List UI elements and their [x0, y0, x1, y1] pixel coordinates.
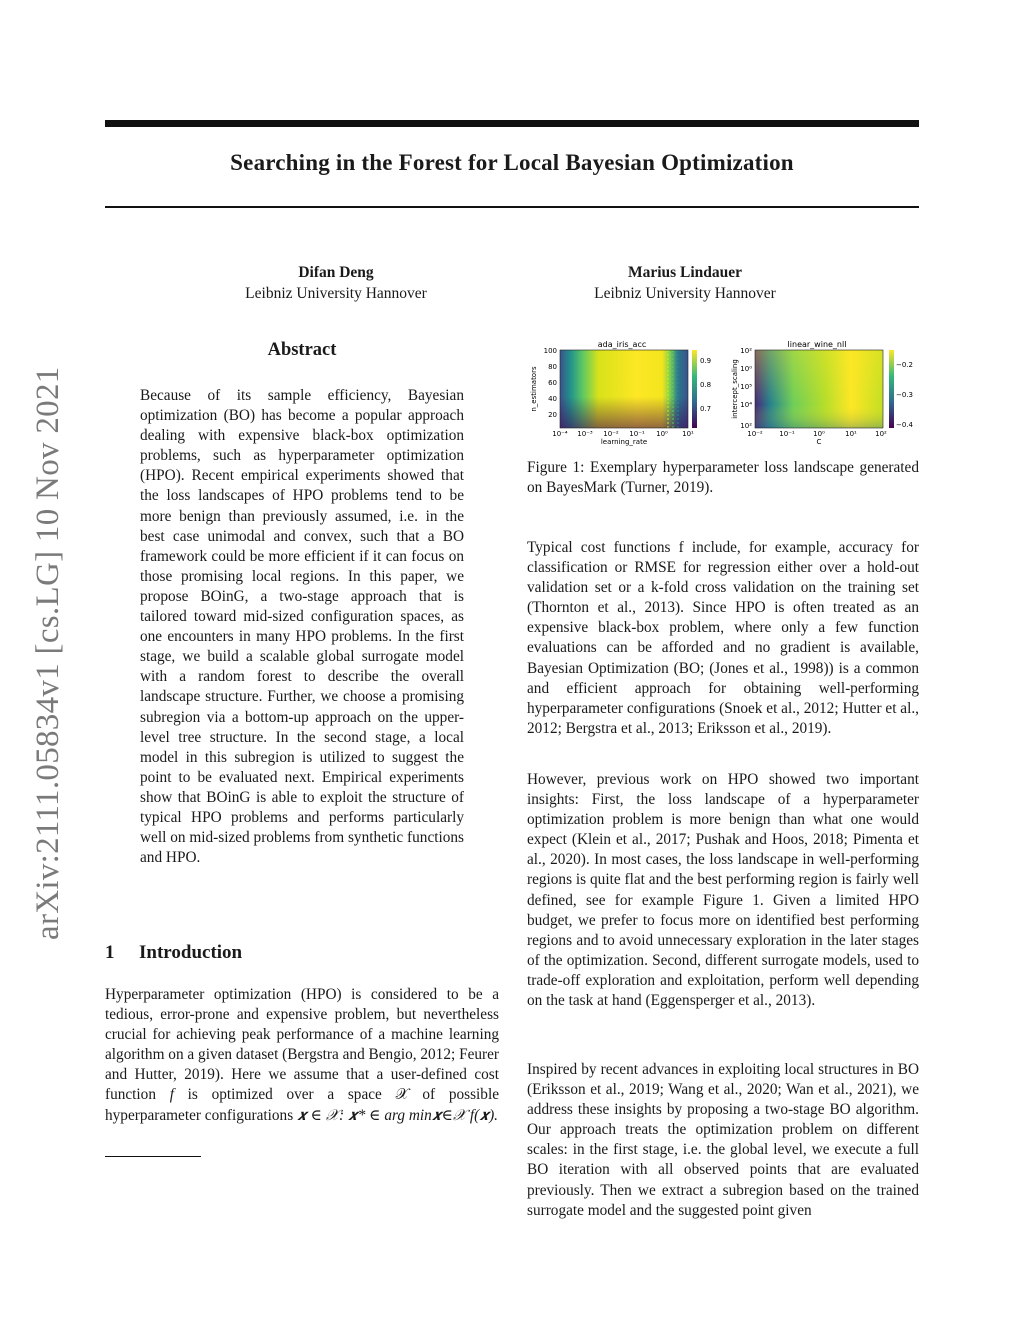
left-ytick: 20 [548, 411, 557, 419]
figure-1 [527, 338, 919, 448]
right-ylabel: intercept_scaling [731, 359, 739, 419]
left-ytick: 60 [548, 379, 557, 387]
author-affiliation: Leibniz University Hannover [245, 285, 427, 302]
left-heatmap-shade [560, 350, 688, 428]
math-expression: 𝒙 ∈ 𝒳: 𝒙* ∈ arg min𝒙∈𝒳 f(𝒙). [296, 1106, 499, 1124]
left-cbar-tick: 0.7 [700, 405, 712, 413]
paragraph-insights: However, previous work on HPO showed two important insights: First, the loss landscape of a hyperparameter optimization problem is more benign than what one would expect (Klein et al., 2017; Pushak and Hoos, 2018; Pimenta et al., 2020). In most cases, the loss landscape in well-performing regions is quite flat and the best performing region is fairly well defined, see for example Figure 1. Given a limited HPO budget, we prefer to focus more on identified best performing regions and to avoid unnecessary exploration in the later stages of the optimization. Second, different surrogate models, used to trade-off exploration and exploitation, perform well depending on the task at hand (Eggensperger et al., 2013). [527, 771, 919, 1010]
section-heading-introduction [105, 942, 242, 964]
author-1 [186, 262, 486, 304]
right-ytick: 10⁰ [740, 365, 752, 373]
paragraph-approach: Inspired by recent advances in exploiting local structures in BO (Eriksson et al., 2019; Wang et al., 2020; Wan et al., 2021), we address these insights by proposing a two-stage BO algorithm. Our approach treats the optimization problem on different scales: in the first stage, i.e. the global level, we execute a full BO iteration with all observed points that are evaluated previously. Then we extract a subregion based on the trained surrogate model and the suggested point given [527, 1061, 919, 1219]
left-cbar-ticks [700, 357, 711, 413]
left-ylabel: n_estimators [530, 366, 538, 412]
left-xtick: 10⁻⁴ [552, 430, 568, 438]
title-rule-top [105, 120, 919, 127]
left-ytick: 40 [548, 395, 557, 403]
left-xtick: 10⁻² [603, 430, 619, 438]
abstract-heading: Abstract [267, 340, 337, 360]
left-ytick: 80 [548, 363, 557, 371]
right-plot-title: linear_wine_nll [787, 340, 847, 349]
right-cbar-tick: −0.3 [896, 391, 913, 399]
left-cbar-tick: 0.8 [700, 381, 712, 389]
right-colorbar [889, 350, 894, 428]
paper-title: Searching in the Forest for Local Bayesian Optimization [230, 150, 794, 175]
author-name: Difan Deng [298, 264, 374, 281]
section-title: Introduction [139, 942, 243, 963]
right-xtick: 10² [875, 430, 887, 438]
left-xtick: 10⁻¹ [629, 430, 645, 438]
figure-1-svg [527, 338, 919, 448]
left-plot-title: ada_iris_acc [597, 340, 647, 349]
arxiv-identifier: arXiv:2111.05834v1 [cs.LG] 10 Nov 2021 [30, 366, 66, 940]
right-ytick: 10⁴ [740, 401, 752, 409]
left-colorbar [692, 350, 697, 428]
left-xticks [552, 430, 694, 438]
left-xtick: 10¹ [682, 430, 694, 438]
section-number: 1 [105, 942, 115, 963]
right-ytick: 10² [740, 422, 752, 430]
intro-text-part: is optimized over a space 𝒳 of possible hyperparameter configurations [105, 1086, 499, 1124]
footnote-rule [105, 1156, 201, 1157]
right-cbar-tick: −0.4 [896, 421, 913, 429]
right-xticks [747, 430, 887, 438]
right-xtick: 10⁻¹ [779, 430, 795, 438]
left-xlabel: learning_rate [600, 438, 648, 446]
left-cbar-tick: 0.9 [700, 357, 712, 365]
right-xtick: 10¹ [845, 430, 857, 438]
math-symbol: f [169, 1086, 174, 1104]
right-ytick: 10² [740, 347, 752, 355]
left-xtick: 10⁻³ [577, 430, 593, 438]
author-name: Marius Lindauer [627, 264, 743, 281]
right-ytick: 10⁵ [740, 383, 752, 391]
figure-1-caption: Figure 1: Exemplary hyperparameter loss landscape generated on BayesMark (Turner, 2019). [527, 459, 919, 497]
right-cbar-tick: −0.2 [896, 361, 913, 369]
right-cbar-ticks [896, 361, 914, 429]
left-yticks [544, 347, 557, 419]
right-heatmap-shade [755, 350, 883, 428]
author-2 [535, 262, 835, 304]
left-ytick: 100 [543, 347, 557, 355]
introduction-text [105, 985, 499, 1126]
right-xtick: 10⁰ [813, 430, 825, 438]
abstract-text: Because of its sample efficiency, Bayesian optimization (BO) has become a popular approach dealing with expensive black-box optimization problems, such as hyperparameter optimization (HPO). Recent empirical experiments showed that the loss landscapes of HPO problems tend to be more benign than previously assumed, i.e. in the best case unimodal and convex, such that a BO framework could be more efficient if it can focus on those promising local regions. In this paper, we propose BOinG, a two-stage approach that is tailored toward mid-sized configuration spaces, as one encounters in many HPO problems. In the first stage, we build a scalable global surrogate model with a random forest to describe the overall landscape structure. Further, we choose a promising subregion via a bottom-up approach on the upper-level tree structure. In the second stage, a local model in this subregion is utilized to suggest the point to be evaluated next. Empirical experiments show that BOinG is able to exploit the structure of typical HPO problems and performs particularly well on mid-sized problems from synthetic functions and HPO. [140, 387, 464, 867]
right-xtick: 10⁻² [747, 430, 763, 438]
author-affiliation: Leibniz University Hannover [594, 285, 776, 302]
left-xtick: 10⁰ [656, 430, 668, 438]
right-yticks [740, 347, 752, 430]
intro-text-part: Hyperparameter optimization (HPO) is considered to be a tedious, error-prone and expensive problem, but nevertheless crucial for achieving peak performance of a machine learning algorithm on a given dataset (Bergstra and Bengio, 2012; Feurer and Hutter, 2019). Here we assume that a user-defined cost function [105, 986, 499, 1104]
paragraph-cost-functions: Typical cost functions f include, for example, accuracy for classification or RMSE for regression either over a hold-out validation set or a k-fold cross validation on the training set (Thornton et al., 2013). Since HPO is often treated as an expensive black-box problem, where only a few function evaluations can be afforded and no gradient is available, Bayesian Optimization (BO; (Jones et al., 1998)) is a common and efficient approach for obtaining well-performing hyperparameter configurations (Snoek et al., 2012; Hutter et al., 2012; Bergstra et al., 2013; Eriksson et al., 2019). [527, 539, 919, 737]
title-rule-bottom [105, 206, 919, 208]
right-xlabel: C [816, 438, 822, 446]
